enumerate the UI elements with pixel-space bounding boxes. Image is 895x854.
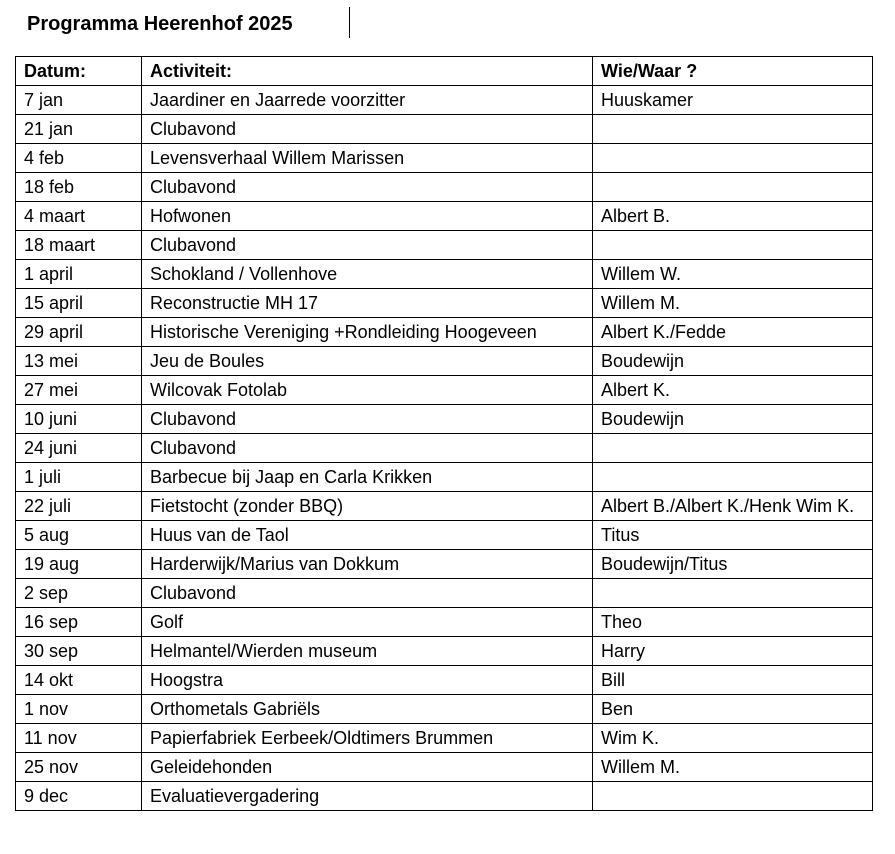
cell-wie-waar: Harry: [593, 637, 873, 666]
header-activiteit: Activiteit:: [142, 57, 593, 86]
cell-wie-waar: [593, 434, 873, 463]
cell-activiteit: Clubavond: [142, 115, 593, 144]
table-row: [16, 550, 873, 579]
cell-activiteit: Harderwijk/Marius van Dokkum: [142, 550, 593, 579]
table-row: [16, 405, 873, 434]
programme-table: [15, 56, 873, 811]
cell-datum: 1 april: [16, 260, 142, 289]
table-row: [16, 637, 873, 666]
cell-activiteit: Barbecue bij Jaap en Carla Krikken: [142, 463, 593, 492]
cell-datum: 25 nov: [16, 753, 142, 782]
table-row: [16, 202, 873, 231]
cell-activiteit: Clubavond: [142, 434, 593, 463]
cell-datum: 4 maart: [16, 202, 142, 231]
cell-activiteit: Historische Vereniging +Rondleiding Hoogeveen: [142, 318, 593, 347]
text-cursor: [349, 7, 350, 38]
cell-wie-waar: Bill: [593, 666, 873, 695]
cell-datum: 16 sep: [16, 608, 142, 637]
cell-wie-waar: Huuskamer: [593, 86, 873, 115]
cell-activiteit: Orthometals Gabriëls: [142, 695, 593, 724]
cell-activiteit: Jaardiner en Jaarrede voorzitter: [142, 86, 593, 115]
cell-activiteit: Jeu de Boules: [142, 347, 593, 376]
cell-datum: 13 mei: [16, 347, 142, 376]
cell-activiteit: Geleidehonden: [142, 753, 593, 782]
table-row: [16, 115, 873, 144]
table-row: [16, 144, 873, 173]
table-row: [16, 579, 873, 608]
cell-datum: 30 sep: [16, 637, 142, 666]
table-row: [16, 231, 873, 260]
cell-activiteit: Clubavond: [142, 405, 593, 434]
cell-wie-waar: Albert B./Albert K./Henk Wim K.: [593, 492, 873, 521]
table-row: [16, 666, 873, 695]
document-title: Programma Heerenhof 2025: [27, 13, 293, 35]
table-row: [16, 260, 873, 289]
cell-datum: 4 feb: [16, 144, 142, 173]
table-row: [16, 376, 873, 405]
cell-wie-waar: [593, 115, 873, 144]
cell-activiteit: Hoogstra: [142, 666, 593, 695]
cell-datum: 9 dec: [16, 782, 142, 811]
cell-datum: 22 juli: [16, 492, 142, 521]
cell-activiteit: Schokland / Vollenhove: [142, 260, 593, 289]
cell-wie-waar: [593, 173, 873, 202]
cell-datum: 29 april: [16, 318, 142, 347]
cell-datum: 1 juli: [16, 463, 142, 492]
cell-wie-waar: Titus: [593, 521, 873, 550]
cell-wie-waar: Albert K./Fedde: [593, 318, 873, 347]
header-wie-waar: Wie/Waar ?: [593, 57, 873, 86]
table-row: [16, 782, 873, 811]
cell-wie-waar: Albert K.: [593, 376, 873, 405]
cell-wie-waar: [593, 231, 873, 260]
table-row: [16, 434, 873, 463]
cell-wie-waar: Boudewijn: [593, 405, 873, 434]
table-row: [16, 492, 873, 521]
cell-wie-waar: Theo: [593, 608, 873, 637]
cell-activiteit: Fietstocht (zonder BBQ): [142, 492, 593, 521]
table-header-row: [16, 57, 873, 86]
cell-datum: 1 nov: [16, 695, 142, 724]
cell-wie-waar: Ben: [593, 695, 873, 724]
cell-activiteit: Clubavond: [142, 173, 593, 202]
cell-datum: 27 mei: [16, 376, 142, 405]
cell-activiteit: Reconstructie MH 17: [142, 289, 593, 318]
table-row: [16, 173, 873, 202]
cell-datum: 2 sep: [16, 579, 142, 608]
cell-datum: 5 aug: [16, 521, 142, 550]
cell-activiteit: Evaluatievergadering: [142, 782, 593, 811]
cell-activiteit: Papierfabriek Eerbeek/Oldtimers Brummen: [142, 724, 593, 753]
cell-datum: 14 okt: [16, 666, 142, 695]
table-row: [16, 318, 873, 347]
table-row: [16, 521, 873, 550]
table-body: [16, 86, 873, 811]
table-row: [16, 608, 873, 637]
cell-activiteit: Golf: [142, 608, 593, 637]
header-datum: Datum:: [16, 57, 142, 86]
cell-datum: 18 maart: [16, 231, 142, 260]
cell-datum: 18 feb: [16, 173, 142, 202]
cell-activiteit: Hofwonen: [142, 202, 593, 231]
cell-datum: 10 juni: [16, 405, 142, 434]
table-row: [16, 86, 873, 115]
table-row: [16, 695, 873, 724]
cell-datum: 24 juni: [16, 434, 142, 463]
table-row: [16, 724, 873, 753]
cell-wie-waar: [593, 782, 873, 811]
cell-activiteit: Clubavond: [142, 231, 593, 260]
cell-activiteit: Helmantel/Wierden museum: [142, 637, 593, 666]
cell-activiteit: Huus van de Taol: [142, 521, 593, 550]
cell-wie-waar: Willem M.: [593, 289, 873, 318]
table-row: [16, 463, 873, 492]
table-row: [16, 347, 873, 376]
cell-wie-waar: Willem M.: [593, 753, 873, 782]
cell-activiteit: Levensverhaal Willem Marissen: [142, 144, 593, 173]
table-row: [16, 289, 873, 318]
cell-datum: 21 jan: [16, 115, 142, 144]
cell-wie-waar: Albert B.: [593, 202, 873, 231]
table-row: [16, 753, 873, 782]
cell-datum: 19 aug: [16, 550, 142, 579]
cell-wie-waar: [593, 579, 873, 608]
cell-wie-waar: Boudewijn/Titus: [593, 550, 873, 579]
cell-activiteit: Wilcovak Fotolab: [142, 376, 593, 405]
cell-datum: 7 jan: [16, 86, 142, 115]
cell-wie-waar: Boudewijn: [593, 347, 873, 376]
cell-wie-waar: [593, 144, 873, 173]
cell-activiteit: Clubavond: [142, 579, 593, 608]
cell-wie-waar: Wim K.: [593, 724, 873, 753]
cell-datum: 11 nov: [16, 724, 142, 753]
cell-wie-waar: Willem W.: [593, 260, 873, 289]
cell-wie-waar: [593, 463, 873, 492]
cell-datum: 15 april: [16, 289, 142, 318]
